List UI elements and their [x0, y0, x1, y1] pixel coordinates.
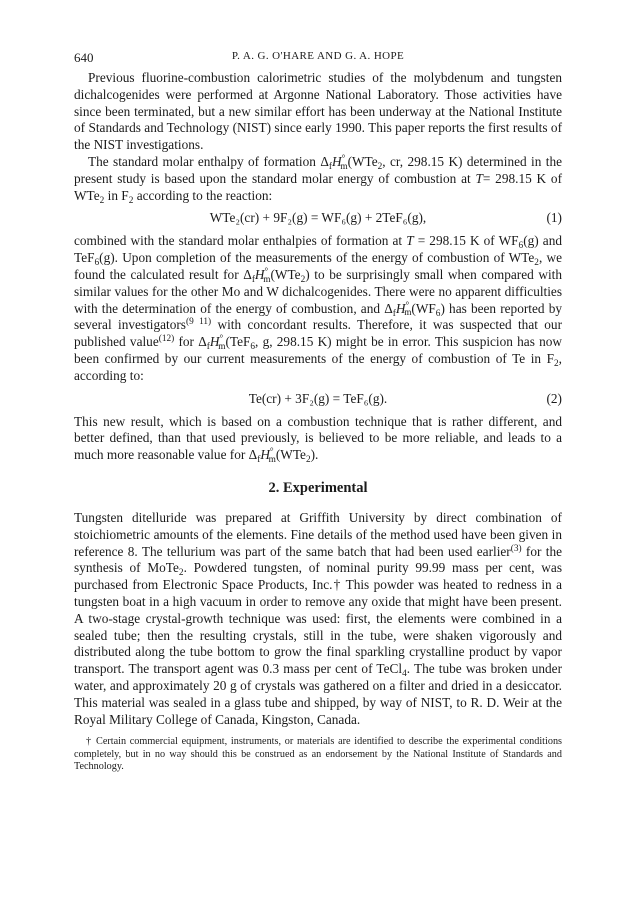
enthalpy-symbol: $\Delta_fH^\circ_m$ — [320, 153, 348, 172]
citation: (9 11) — [185, 317, 212, 328]
page-number: 640 — [74, 50, 94, 65]
equation-1-number: (1) — [546, 210, 562, 226]
equation-2-number: (2) — [546, 390, 562, 406]
equation-2-formula: Te(cr) + 3F₂(g) = TeF₆(g). — [248, 390, 388, 406]
intro-paragraph-3: combined with the standard molar enthalpies of formation at T = 298.15 K of $WF_6(g)$ and TeF$_6$(g). Upon completion of the measurements of the energy of combustion of WTe$_2$, we found the calculated result for $\Delta_fH^\circ_m(WTe_2)$ to be surprisingly small when compared with similar values for the other Mo and W dichalcogenides. There were no apparent difficulties with the determination of the energy of combustion, and $\Delta_fH^\circ_m(WF_6)$ has been reported by several investigators$^{(9 11)}$ with concordant results. Therefore, it was suspected that our published value$^{(12)}$ for $\Delta_fH^\circ_m(TeF_6$, g, 298.15 K) might be in error. This suspicion has now been confirmed by our current measurements of the energy of combustion of Te in $F_2$, according to: — [74, 233, 563, 383]
equation-1 — [74, 208, 562, 229]
citation: (3) — [510, 543, 522, 554]
enthalpy-symbol: $\Delta_fH^\circ_m$ — [243, 266, 271, 285]
page-header — [74, 50, 562, 70]
enthalpy-symbol: $\Delta_fH^\circ_m$ — [248, 447, 276, 465]
enthalpy-symbol: $\Delta_fH^\circ_m$ — [384, 300, 412, 319]
section-heading: 2. Experimental — [268, 479, 368, 496]
equation-1-formula: WTe₂(cr) + 9F₂(g) = WF₆(g) + 2TeF₆(g), — [209, 210, 427, 226]
equation-2 — [74, 389, 562, 410]
citation: (12) — [158, 334, 175, 345]
page — [74, 50, 562, 774]
intro-paragraph-1: Previous fluorine-combustion calorimetric studies of the molybdenum and tungsten dichalcogenides were performed at Argonne National Laboratory. Those activities have since been terminated, but a new similar effort has been underway at the National Institute of Standards and Technology (NIST) since early 1990. This paper reports the first results of the NIST investigations. — [74, 70, 562, 153]
enthalpy-symbol: $\Delta_fH^\circ_m$ — [198, 334, 226, 352]
footnote: † Certain commercial equipment, instruments, or materials are identified to describe the experimental conditions completely, but in no way should this be construed as an endorsement by the National Institute of Standards and Technology. — [74, 736, 562, 773]
intro-paragraph-2: The standard molar enthalpy of formation $\Delta_fH^\circ_m(WTe_2$, cr, 298.15 K) determined in the present study is based upon the standard molar energy of combustion at T= 298.15 K of WTe$_2$ in $F_2$ according to the reaction: — [74, 153, 563, 206]
experimental-paragraph: Tungsten ditelluride was prepared at Griffith University by direct combination of stoichiometric amounts of the elements. Fine details of the method used have been given in reference 8. The tellurium was part of the same batch that had been used earlier$^{(3)}$ for the synthesis of MoTe$_2$. Powdered tungsten, of nominal purity 99.99 mass per cent, was purchased from Electronic Space Products, Inc.† This powder was heated to redness in a tungsten boat in a high vacuum in order to remove any oxide that might have been present. A two-stage crystal-growth technique was used: first, the elements were combined in a sealed tube; then the resulting crystals, still in the tube, were shaken vigorously and distributed along the tube bottom to grow the final sparkling crystalline product by vapor transport. The transport agent was 0.3 mass per cent of TeCl$_4$. The tube was broken under water, and approximately 20 g of crystals was gathered on a filter and dried in a desiccator. This material was sealed in a glass tube and shipped, by way of NIST, to R. D. Weir at the Royal Military College of Canada, Kingston, Canada. — [74, 509, 562, 727]
running-head: P. A. G. O'HARE AND G. A. HOPE — [231, 50, 405, 62]
intro-paragraph-4: This new result, which is based on a combustion technique that is rather different, and better defined, than that used previously, is believed to be more reliable, and leads to a much more reasonable value for $\Delta_fH^\circ_m(WTe_2)$. — [74, 413, 562, 465]
